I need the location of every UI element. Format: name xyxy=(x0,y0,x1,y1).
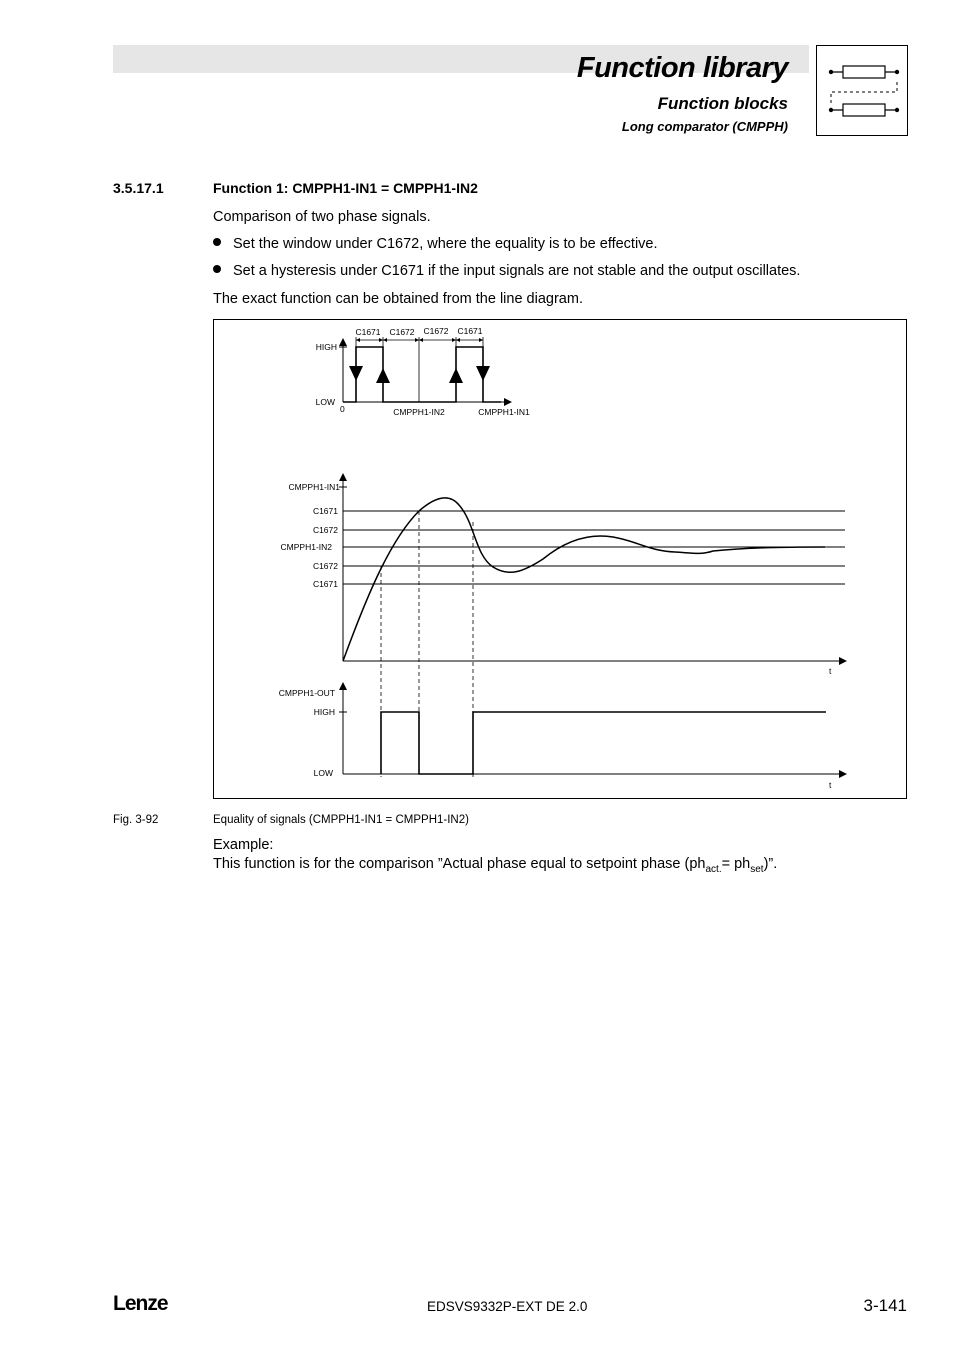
figure-number: Fig. 3-92 xyxy=(113,814,159,826)
page-title: Function library xyxy=(576,52,788,84)
signal-y-label: C1672 xyxy=(312,561,338,571)
lenze-logo: Lenze xyxy=(113,1292,168,1315)
hyst-bottom-label: CMPPH1-IN2 xyxy=(393,407,445,417)
bullet-text: Set the window under C1672, where the equality is to be effective. xyxy=(233,236,658,252)
hyst-low-label: LOW xyxy=(315,397,335,407)
section-title: Function 1: CMPPH1-IN1 = CMPPH1-IN2 xyxy=(213,180,478,196)
signal-y-label: CMPPH1-IN1 xyxy=(288,482,340,492)
figure-caption: Equality of signals (CMPPH1-IN1 = CMPPH1-IN2) xyxy=(213,814,469,826)
output-x-label: t xyxy=(829,780,832,790)
hyst-arrow-up-right xyxy=(449,368,463,383)
bullet-item xyxy=(213,236,658,252)
page-subsubtitle: Long comparator (CMPPH) xyxy=(621,119,788,134)
hyst-bottom-label: CMPPH1-IN1 xyxy=(478,407,530,417)
out-curve xyxy=(381,712,826,774)
hyst-origin-label: 0 xyxy=(340,404,345,414)
hyst-top-label: C1671 xyxy=(355,327,381,337)
signal-diagram xyxy=(281,474,846,676)
hyst-arrow-up-left xyxy=(376,368,390,383)
page-subtitle: Function blocks xyxy=(657,94,788,113)
example-text: This function is for the comparison ”Actual phase equal to setpoint phase $(ph_{act.}= ph_{set})$”. xyxy=(213,856,778,875)
exact-function-text: The exact function can be obtained from the line diagram. xyxy=(213,291,583,307)
output-diagram xyxy=(279,683,846,790)
bullet-text: Set a hysteresis under C1671 if the input signals are not stable and the output oscillates. xyxy=(233,263,801,279)
output-title: CMPPH1-OUT xyxy=(278,688,335,698)
hyst-arrow-down-right xyxy=(476,366,490,381)
hyst-top-label: C1672 xyxy=(389,327,415,337)
in1-curve xyxy=(343,498,825,661)
output-low-label: LOW xyxy=(313,768,333,778)
hyst-high-label: HIGH xyxy=(315,342,337,352)
intro-text: Comparison of two phase signals. xyxy=(213,209,431,225)
bullet-dot xyxy=(213,238,221,246)
hysteresis-diagram xyxy=(316,326,530,417)
bullet-item xyxy=(213,263,800,279)
document-id: EDSVS9332P-EXT DE 2.0 xyxy=(427,1299,588,1314)
signal-y-label: C1671 xyxy=(312,579,338,589)
output-high-label: HIGH xyxy=(313,707,335,717)
signal-y-label: C1672 xyxy=(312,525,338,535)
signal-x-label: t xyxy=(829,666,832,676)
signal-y-label: CMPPH1-IN2 xyxy=(280,542,332,552)
line-diagram xyxy=(213,319,907,799)
example-label: Example: xyxy=(213,837,274,853)
hyst-arrow-down-left xyxy=(349,366,363,381)
section-number: 3.5.17.1 xyxy=(113,180,164,196)
hyst-top-label: C1672 xyxy=(423,326,449,336)
signal-y-label: C1671 xyxy=(312,506,338,516)
page-number: 3-141 xyxy=(863,1296,907,1315)
bullet-dot xyxy=(213,265,221,273)
hyst-top-label: C1671 xyxy=(457,326,483,336)
function-block-icon xyxy=(816,45,908,136)
hyst-curve xyxy=(343,347,501,402)
